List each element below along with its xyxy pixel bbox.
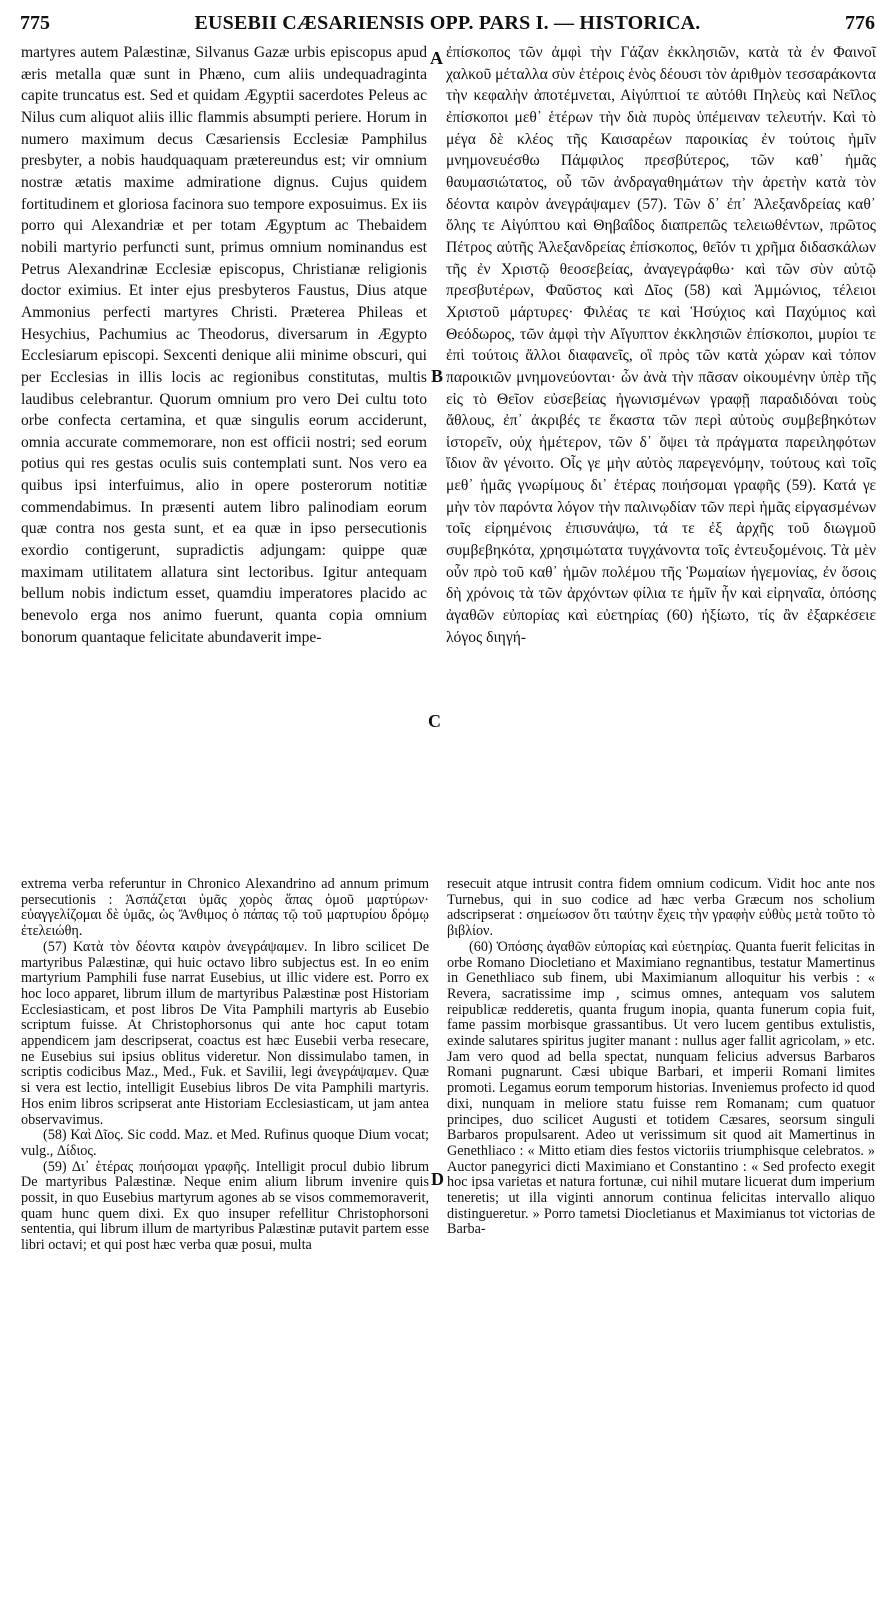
latin-text-column (21, 42, 427, 648)
greek-text-column (446, 42, 876, 648)
footnote-60: (60) Ὁπόσης ἀγαθῶν εὐπορίας καὶ εὐετηρίας. Quanta fuerit felicitas in orbe Romano Diocletiano et Maximiano regnantibus, testatur Mamertinus in Genethliaco sub finem, ubi Maximianum alloquitur his verbis : « Revera, sacratissime imp , scimus omnes, antequam vos salutem reipublicæ redderetis, quanta frugum inopia, quanta funerum copia fuit, fame passim morbisque grassantibus. Ut vero lucem gentibus extulistis, exinde salutares spiritus jugiter manant : nullus ager fallit agricolam, » etc. Jam vero quod ad bella spectat, nunquam felicius adversus Barbaros Romani pugnarunt. Cæsi ubique Barbari, et imperii Romani limites promoti. Legamus eorum temporum historias. Inveniemus profecto id quod dixi, nunquam in meliore statu fuisse rem Romanam; cum quatuor principes, duo scilicet Augusti et totidem Cæsares, seorsum singuli Barbaros propulsarent. Adeo ut verissimum sit quod ait Mamertinus in Genethliaco : « Mitto etiam dies festos victoriis triumphisque celebratos. » Auctor panegyrici dicti Maximiano et Constantino : « Sed profecto exegit hoc ipsa varietas et natura fortunæ, cui nihil mutare licuerat dum imperium teneretis; ut illa viginti annorum continua felicitas intervallo aliquo distingueretur. » Porro tametsi Diocletianus et Maximianus tot victorias de Barba- (447, 938, 875, 1238)
margin-marker-a: A (430, 48, 443, 68)
running-header (20, 12, 875, 38)
latin-text: martyres autem Palæstinæ, Silvanus Gazæ urbis episcopus apud æris metalla quæ sunt in Phæno, cum aliis undequadraginta capite truncatus est. Sed et quidam Ægyptii sacerdotes Peleus ac Nilus cum aliquot aliis illic flammis absumpti periere. Horum in numero maximum decus Cæsariensis Ecclesiæ Pamphilus presbyter, a nobis haudquaquam prætereundus est; vir omnium nostræ ætatis maxime admiratione dignus. Cujus quidem fortitudinem et gloriosa facinora suo tempore exposuimus. Ex iis porro qui Alexandriæ et per totam Ægyptum ac Thebaidem nobili martyrio perfuncti sunt, primus omnium nominandus est Petrus Alexandrinæ Ecclesiæ episcopus, Christianæ religionis doctor eximius. Et inter ejus presbyteros Faustus, Dius atque Ammonius perfecti martyres Christi. Præterea Phileas et Hesychius, Pachumius ac Theodorus, diversarum in Ægypto Ecclesiarum episcopi. Sexcenti denique alii minime obscuri, qui per Ecclesias in illis locis ac regionibus constitutas, multis laudibus celebrantur. Quorum omnium pro vero Dei cultu toto orbe confecta certamina, et quæ singulis eorum acciderunt, omnia accurate commemorare, non est officii nostri; sed eorum potius qui res gestas oculis suis contemplati sunt. Nos vero ea quibus ipsi interfuimus, alio in opere posterorum notitiæ commendabimus. In præsenti autem libro palinodiam eorum quæ contra nos gesta sunt, et ea quæ in ipso persecutionis exordio contigerunt, supradictis adjungam: quippe quæ maximam utilitatem allatura sint lectoribus. Igitur antequam bellum nobis indictum esset, quamdiu imperatores placido ac benevolo erga nos animo fuerunt, quanta copia omnium bonorum quantaque felicitate abundaverit impe- (21, 44, 427, 646)
footnote-continuation: extrema verba referuntur in Chronico Alexandrino ad annum primum persecutionis : Ἀσπάζεται ὑμᾶς χορὸς ἅπας ὁμοῦ μαρτύρων· εὐαγγελίζομαι δὲ ὑμᾶς, ὡς Ἄνθιμος ὁ πάπας τῷ τοῦ μαρτυρίου δρόμῳ ἐτελειώθη. (21, 876, 429, 940)
running-title: EUSEBII CÆSARIENSIS OPP. PARS I. — HISTORICA. (194, 12, 701, 34)
footnote-59: (59) Δι᾽ ἑτέρας ποιήσομαι γραφῆς. Intelligit procul dubio librum De martyribus Palæstinæ. Neque enim alium librum invenire quis possit, in quo Eusebius martyrum agones ab se visos commemoraverit, quam hunc quem dixi. Ex quo insuper refellitur Christophorsoni sententia, qui librum illum de martyribus Palæstinæ putavit partem esse libri octavi; et qui post hæc verba quæ posui, multa (21, 1158, 429, 1254)
margin-marker-d: D (431, 1169, 444, 1189)
greek-text: ἐπίσκοπος τῶν ἀμφὶ τὴν Γάζαν ἐκκλησιῶν, κατὰ τὰ ἐν Φαινοῖ χαλκοῦ μέταλλα σὺν ἑτέροις ἑνὸς δέουσι τὸν ἀριθμὸν τεσσαράκοντα τὴν κεφαλὴν ἀποτέμνεται, Αἰγύπτιοί τε αὐτόθι Πηλεὺς καὶ Νεῖλος ἐπίσκοποι μεθ᾽ ἑτέρων τὴν διὰ πυρὸς ὑπέμειναν τελευτήν. Καὶ τὸ μέγα δὲ κλέος τῆς Καισαρέων παροικίας ἐν τούτοις ἡμῖν μνημονευέσθω Πάμφιλος πρεσβύτερος, τῶν καθ᾽ ἡμᾶς θαυμασιώτατος, οὗ τῶν ἀνδραγαθημάτων τὴν ἀρετὴν κατὰ τὸν δέοντα καιρὸν ἀνεγράψαμεν (57). Τῶν δ᾽ ἐπ᾽ Ἀλεξανδρείας καθ᾽ ὅλης τε Αἰγύπτου καὶ Θηβαΐδος διαπρεπῶς τελειωθέντων, πρῶτος Πέτρος αὐτῆς Ἀλεξανδρείας ἐπίσκοπος, θεῖόν τι χρῆμα διδασκάλων τῆς ἐν Χριστῷ θεοσεβείας, ἀναγεγράφθω· καὶ τῶν σὺν αὐτῷ πρεσβυτέρων, Φαῦστος καὶ Δῖος (58) καὶ Ἀμμώνιος, τέλειοι Χριστοῦ μάρτυρες· Φιλέας τε καὶ Ἡσύχιος καὶ Παχύμιος καὶ Θεόδωρος, τῶν ἀμφὶ τὴν Αἴγυπτον ἐκκλησιῶν ἐπίσκοποι, μυρίοι τε ἐπὶ τούτοις ἄλλοι διαφανεῖς, οἳ πρὸς τῶν κατὰ χώραν καὶ τόπον παροικιῶν μνημονεύονται· ὧν ἀνὰ τὴν πᾶσαν οἰκουμένην ὑπὲρ τῆς εἰς τὸ Θεῖον εὐσεβείας ἠγωνισμένων γραφῇ παραδιδόναι τοὺς ἄθλους, ἐπ᾽ ἀκριβές τε ἕκαστα τῶν περὶ αὐτοὺς συμβεβηκότων ἱστορεῖν, οὐχ ἡμέτερον, τῶν δ᾽ ὄψει τὰ πράγματα παρειληφότων ἴδιον ἂν γένοιτο. Οἷς γε μὴν αὐτὸς παρεγενόμην, τούτους καὶ τοῖς μεθ᾽ ἡμᾶς γνωρίμους δι᾽ ἑτέρας ποιήσομαι γραφῆς (59). Κατά γε μὴν τὸν παρόντα λόγον τὴν παλινῳδίαν τῶν περὶ ἡμᾶς εἰργασμένων τοῖς εἰρημένοις ἐπισυνάψω, τά τε ἐξ ἀρχῆς τοῦ διωγμοῦ συμβεβηκότα, χρησιμώτατα τυγχάνοντα τοῖς ἐντευξομένοις. Τὰ μὲν οὖν πρὸ τοῦ καθ᾽ ἡμῶν πολέμου τῆς Ῥωμαίων ἡγεμονίας, ἐν ὅσοις δὴ χρόνοις τὰ τῶν ἀρχόντων φίλια τε ἡμῖν ἦν καὶ εἰρηναῖα, ὁπόσης ἀγαθῶν εὐπορίας καὶ εὐετηρίας (60) ἠξίωτο, τίς ἂν ἐξαρκέσειε λόγος διηγή- (446, 44, 876, 646)
footnote-58: (58) Καὶ Δῖος. Sic codd. Maz. et Med. Rufinus quoque Dium vocat; vulg., Δίδιος. (21, 1127, 429, 1159)
margin-marker-b: B (431, 366, 444, 386)
page-number-left: 775 (20, 12, 50, 34)
footnote-59-continuation: resecuit atque intrusit contra fidem omnium codicum. Vidit hoc ante nos Turnebus, qui in suo codice ad hæc verba Græcum nos scholium adscripserat : σημείωσον ὅτι ταύτην ἔχεις τὴν γραφὴν εὐθὺς μετὰ τοῦτο τὸ βιβλίον. (447, 876, 875, 940)
margin-marker-c: C (428, 711, 441, 731)
footnotes-right-column (447, 877, 875, 1238)
footnote-57: (57) Κατὰ τὸν δέοντα καιρὸν ἀνεγράψαμεν. In libro scilicet De martyribus Palæstinæ, qui huic octavo libro subjectus est. In eo enim martyrium Pamphili fuse narrat Eusebius, ut illic videre est. Porro ex hoc loco apparet, librum illum de martyribus Palæstinæ post Historiam Ecclesiasticam, et post libros De Vita Pamphili martyris ab Eusebio scriptum fuisse. At Christophorsonus qui ante hoc caput totam appendicem jam descripserat, coactus est hæc Eusebii verba resecare, ne Eusebius sui ipsius oblitus videretur. Non dissimulabo tamen, in scriptis codicibus Maz., Med., Fuk. et Savilii, legi ἀνεγράψαμεν. Quæ si vera est lectio, intelligit Eusebius libros De vita Pamphili martyris. Hos enim libros scripserat ante Historiam Ecclesiasticam, ut jam antea observavimus. (21, 938, 429, 1128)
footnotes-left-column (21, 877, 429, 1254)
page-number-right: 776 (845, 12, 875, 34)
